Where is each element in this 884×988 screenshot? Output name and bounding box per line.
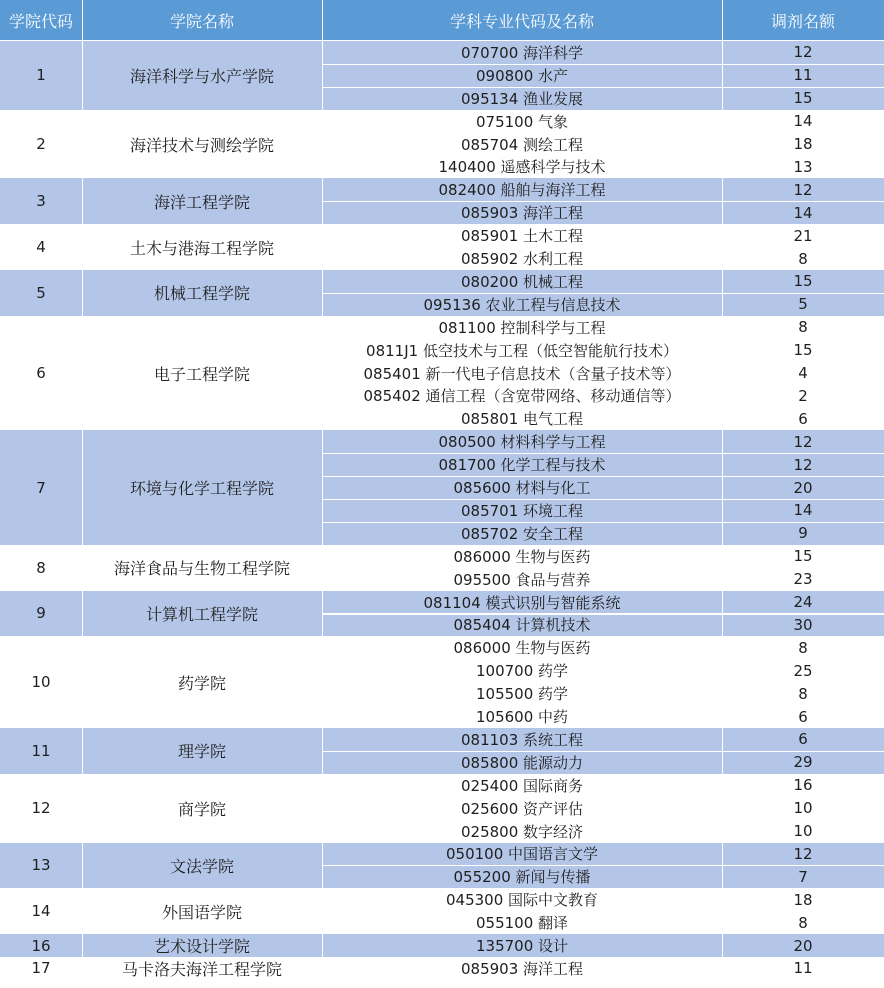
major-cell: 0811J1 低空技术与工程（低空智能航行技术）: [322, 339, 722, 362]
college-code: 12: [0, 774, 82, 843]
major-cell: 085704 测绘工程: [322, 133, 722, 156]
header-college-name: 学院名称: [82, 0, 322, 40]
quota-cell: 18: [722, 888, 884, 911]
college-name: 文法学院: [82, 843, 322, 889]
quota-cell: 15: [722, 270, 884, 293]
quota-cell: 24: [722, 591, 884, 614]
quota-cell: 15: [722, 87, 884, 110]
college-name: 电子工程学院: [82, 316, 322, 431]
quota-cell: 15: [722, 545, 884, 568]
major-cell: 081100 控制科学与工程: [322, 316, 722, 339]
college-code: 17: [0, 957, 82, 980]
major-cell: 075100 气象: [322, 110, 722, 133]
quota-cell: 30: [722, 614, 884, 637]
major-cell: 095500 食品与营养: [322, 568, 722, 591]
major-cell: 135700 设计: [322, 934, 722, 957]
college-name: 计算机工程学院: [82, 591, 322, 637]
college-name: 药学院: [82, 636, 322, 728]
college-name: 环境与化学工程学院: [82, 430, 322, 545]
quota-cell: 5: [722, 293, 884, 316]
quota-cell: 12: [722, 178, 884, 201]
quota-cell: 18: [722, 133, 884, 156]
major-cell: 025600 资产评估: [322, 797, 722, 820]
college-name: 土木与港海工程学院: [82, 224, 322, 270]
major-cell: 085600 材料与化工: [322, 476, 722, 499]
quota-cell: 14: [722, 201, 884, 224]
column-divider: [722, 0, 723, 988]
row-divider: [322, 362, 884, 363]
major-cell: 086000 生物与医药: [322, 545, 722, 568]
major-cell: 050100 中国语言文学: [322, 843, 722, 866]
college-code: 9: [0, 591, 82, 637]
row-divider: [322, 407, 884, 408]
college-name: 机械工程学院: [82, 270, 322, 316]
major-cell: 085800 能源动力: [322, 751, 722, 774]
quota-cell: 2: [722, 385, 884, 408]
quota-cell: 14: [722, 110, 884, 133]
row-divider: [322, 522, 884, 523]
row-divider: [322, 133, 884, 134]
quota-cell: 20: [722, 476, 884, 499]
quota-cell: 13: [722, 156, 884, 179]
quota-cell: 6: [722, 705, 884, 728]
college-code: 13: [0, 843, 82, 889]
row-divider: [322, 911, 884, 912]
college-code: 11: [0, 728, 82, 774]
quota-cell: 8: [722, 247, 884, 270]
major-cell: 085404 计算机技术: [322, 614, 722, 637]
major-cell: 140400 遥感科学与技术: [322, 156, 722, 179]
row-divider: [322, 659, 884, 660]
college-code: 10: [0, 636, 82, 728]
college-name: 商学院: [82, 774, 322, 843]
row-divider: [322, 64, 884, 65]
major-cell: 085902 水利工程: [322, 247, 722, 270]
major-cell: 081103 系统工程: [322, 728, 722, 751]
major-cell: 095136 农业工程与信息技术: [322, 293, 722, 316]
college-name: 海洋工程学院: [82, 178, 322, 224]
major-cell: 025400 国际商务: [322, 774, 722, 797]
quota-cell: 10: [722, 797, 884, 820]
quota-cell: 6: [722, 407, 884, 430]
row-divider: [322, 820, 884, 821]
quota-cell: 16: [722, 774, 884, 797]
college-name: 马卡洛夫海洋工程学院: [82, 957, 322, 980]
row-divider: [322, 385, 884, 386]
quota-cell: 8: [722, 682, 884, 705]
college-name: 理学院: [82, 728, 322, 774]
major-cell: 045300 国际中文教育: [322, 888, 722, 911]
college-code: 6: [0, 316, 82, 431]
college-name: 海洋科学与水产学院: [82, 41, 322, 110]
college-code: 8: [0, 545, 82, 591]
major-cell: 095134 渔业发展: [322, 87, 722, 110]
college-name: 海洋食品与生物工程学院: [82, 545, 322, 591]
college-code: 3: [0, 178, 82, 224]
major-cell: 085901 土木工程: [322, 224, 722, 247]
quota-cell: 12: [722, 430, 884, 453]
row-divider: [322, 865, 884, 866]
major-cell: 085702 安全工程: [322, 522, 722, 545]
quota-cell: 8: [722, 316, 884, 339]
quota-cell: 12: [722, 843, 884, 866]
major-cell: 085701 环境工程: [322, 499, 722, 522]
major-cell: 086000 生物与医药: [322, 636, 722, 659]
header-major: 学科专业代码及名称: [322, 0, 722, 40]
row-divider: [322, 476, 884, 477]
major-cell: 105500 药学: [322, 682, 722, 705]
row-divider: [322, 87, 884, 88]
row-divider: [322, 797, 884, 798]
row-divider: [322, 453, 884, 454]
major-cell: 081104 模式识别与智能系统: [322, 591, 722, 614]
row-divider: [322, 614, 884, 615]
major-cell: 085801 电气工程: [322, 407, 722, 430]
quota-cell: 9: [722, 522, 884, 545]
quota-cell: 11: [722, 64, 884, 87]
quota-cell: 4: [722, 362, 884, 385]
major-cell: 025800 数字经济: [322, 820, 722, 843]
quota-cell: 25: [722, 659, 884, 682]
college-code: 7: [0, 430, 82, 545]
row-divider: [322, 293, 884, 294]
quota-cell: 14: [722, 499, 884, 522]
major-cell: 085903 海洋工程: [322, 201, 722, 224]
row-divider: [322, 247, 884, 248]
row-divider: [322, 705, 884, 706]
college-code: 1: [0, 41, 82, 110]
major-cell: 070700 海洋科学: [322, 41, 722, 64]
quota-cell: 6: [722, 728, 884, 751]
row-divider: [322, 568, 884, 569]
quota-cell: 20: [722, 934, 884, 957]
header-quota: 调剂名额: [722, 0, 884, 40]
college-code: 14: [0, 888, 82, 934]
row-divider: [322, 499, 884, 500]
major-cell: 055200 新闻与传播: [322, 865, 722, 888]
quota-cell: 7: [722, 865, 884, 888]
major-cell: 090800 水产: [322, 64, 722, 87]
college-code: 4: [0, 224, 82, 270]
college-code: 16: [0, 934, 82, 957]
quota-cell: 21: [722, 224, 884, 247]
row-divider: [322, 751, 884, 752]
major-cell: 085402 通信工程（含宽带网络、移动通信等）: [322, 385, 722, 408]
quota-cell: 15: [722, 339, 884, 362]
college-code: 5: [0, 270, 82, 316]
major-cell: 055100 翻译: [322, 911, 722, 934]
row-divider: [322, 201, 884, 202]
major-cell: 100700 药学: [322, 659, 722, 682]
college-name: 艺术设计学院: [82, 934, 322, 957]
major-cell: 085401 新一代电子信息技术（含量子技术等）: [322, 362, 722, 385]
quota-cell: 8: [722, 911, 884, 934]
quota-cell: 12: [722, 41, 884, 64]
major-cell: 085903 海洋工程: [322, 957, 722, 980]
college-name: 海洋技术与测绘学院: [82, 110, 322, 179]
row-divider: [322, 339, 884, 340]
quota-cell: 8: [722, 636, 884, 659]
quota-cell: 10: [722, 820, 884, 843]
quota-cell: 11: [722, 957, 884, 980]
quota-cell: 23: [722, 568, 884, 591]
major-cell: 080200 机械工程: [322, 270, 722, 293]
row-divider: [322, 156, 884, 157]
major-cell: 080500 材料科学与工程: [322, 430, 722, 453]
major-cell: 081700 化学工程与技术: [322, 453, 722, 476]
college-name: 外国语学院: [82, 888, 322, 934]
major-cell: 105600 中药: [322, 705, 722, 728]
college-code: 2: [0, 110, 82, 179]
header-college-code: 学院代码: [0, 0, 82, 40]
quota-cell: 12: [722, 453, 884, 476]
column-divider: [322, 0, 323, 988]
major-cell: 082400 船舶与海洋工程: [322, 178, 722, 201]
quota-cell: 29: [722, 751, 884, 774]
row-divider: [322, 682, 884, 683]
column-divider: [82, 0, 83, 988]
